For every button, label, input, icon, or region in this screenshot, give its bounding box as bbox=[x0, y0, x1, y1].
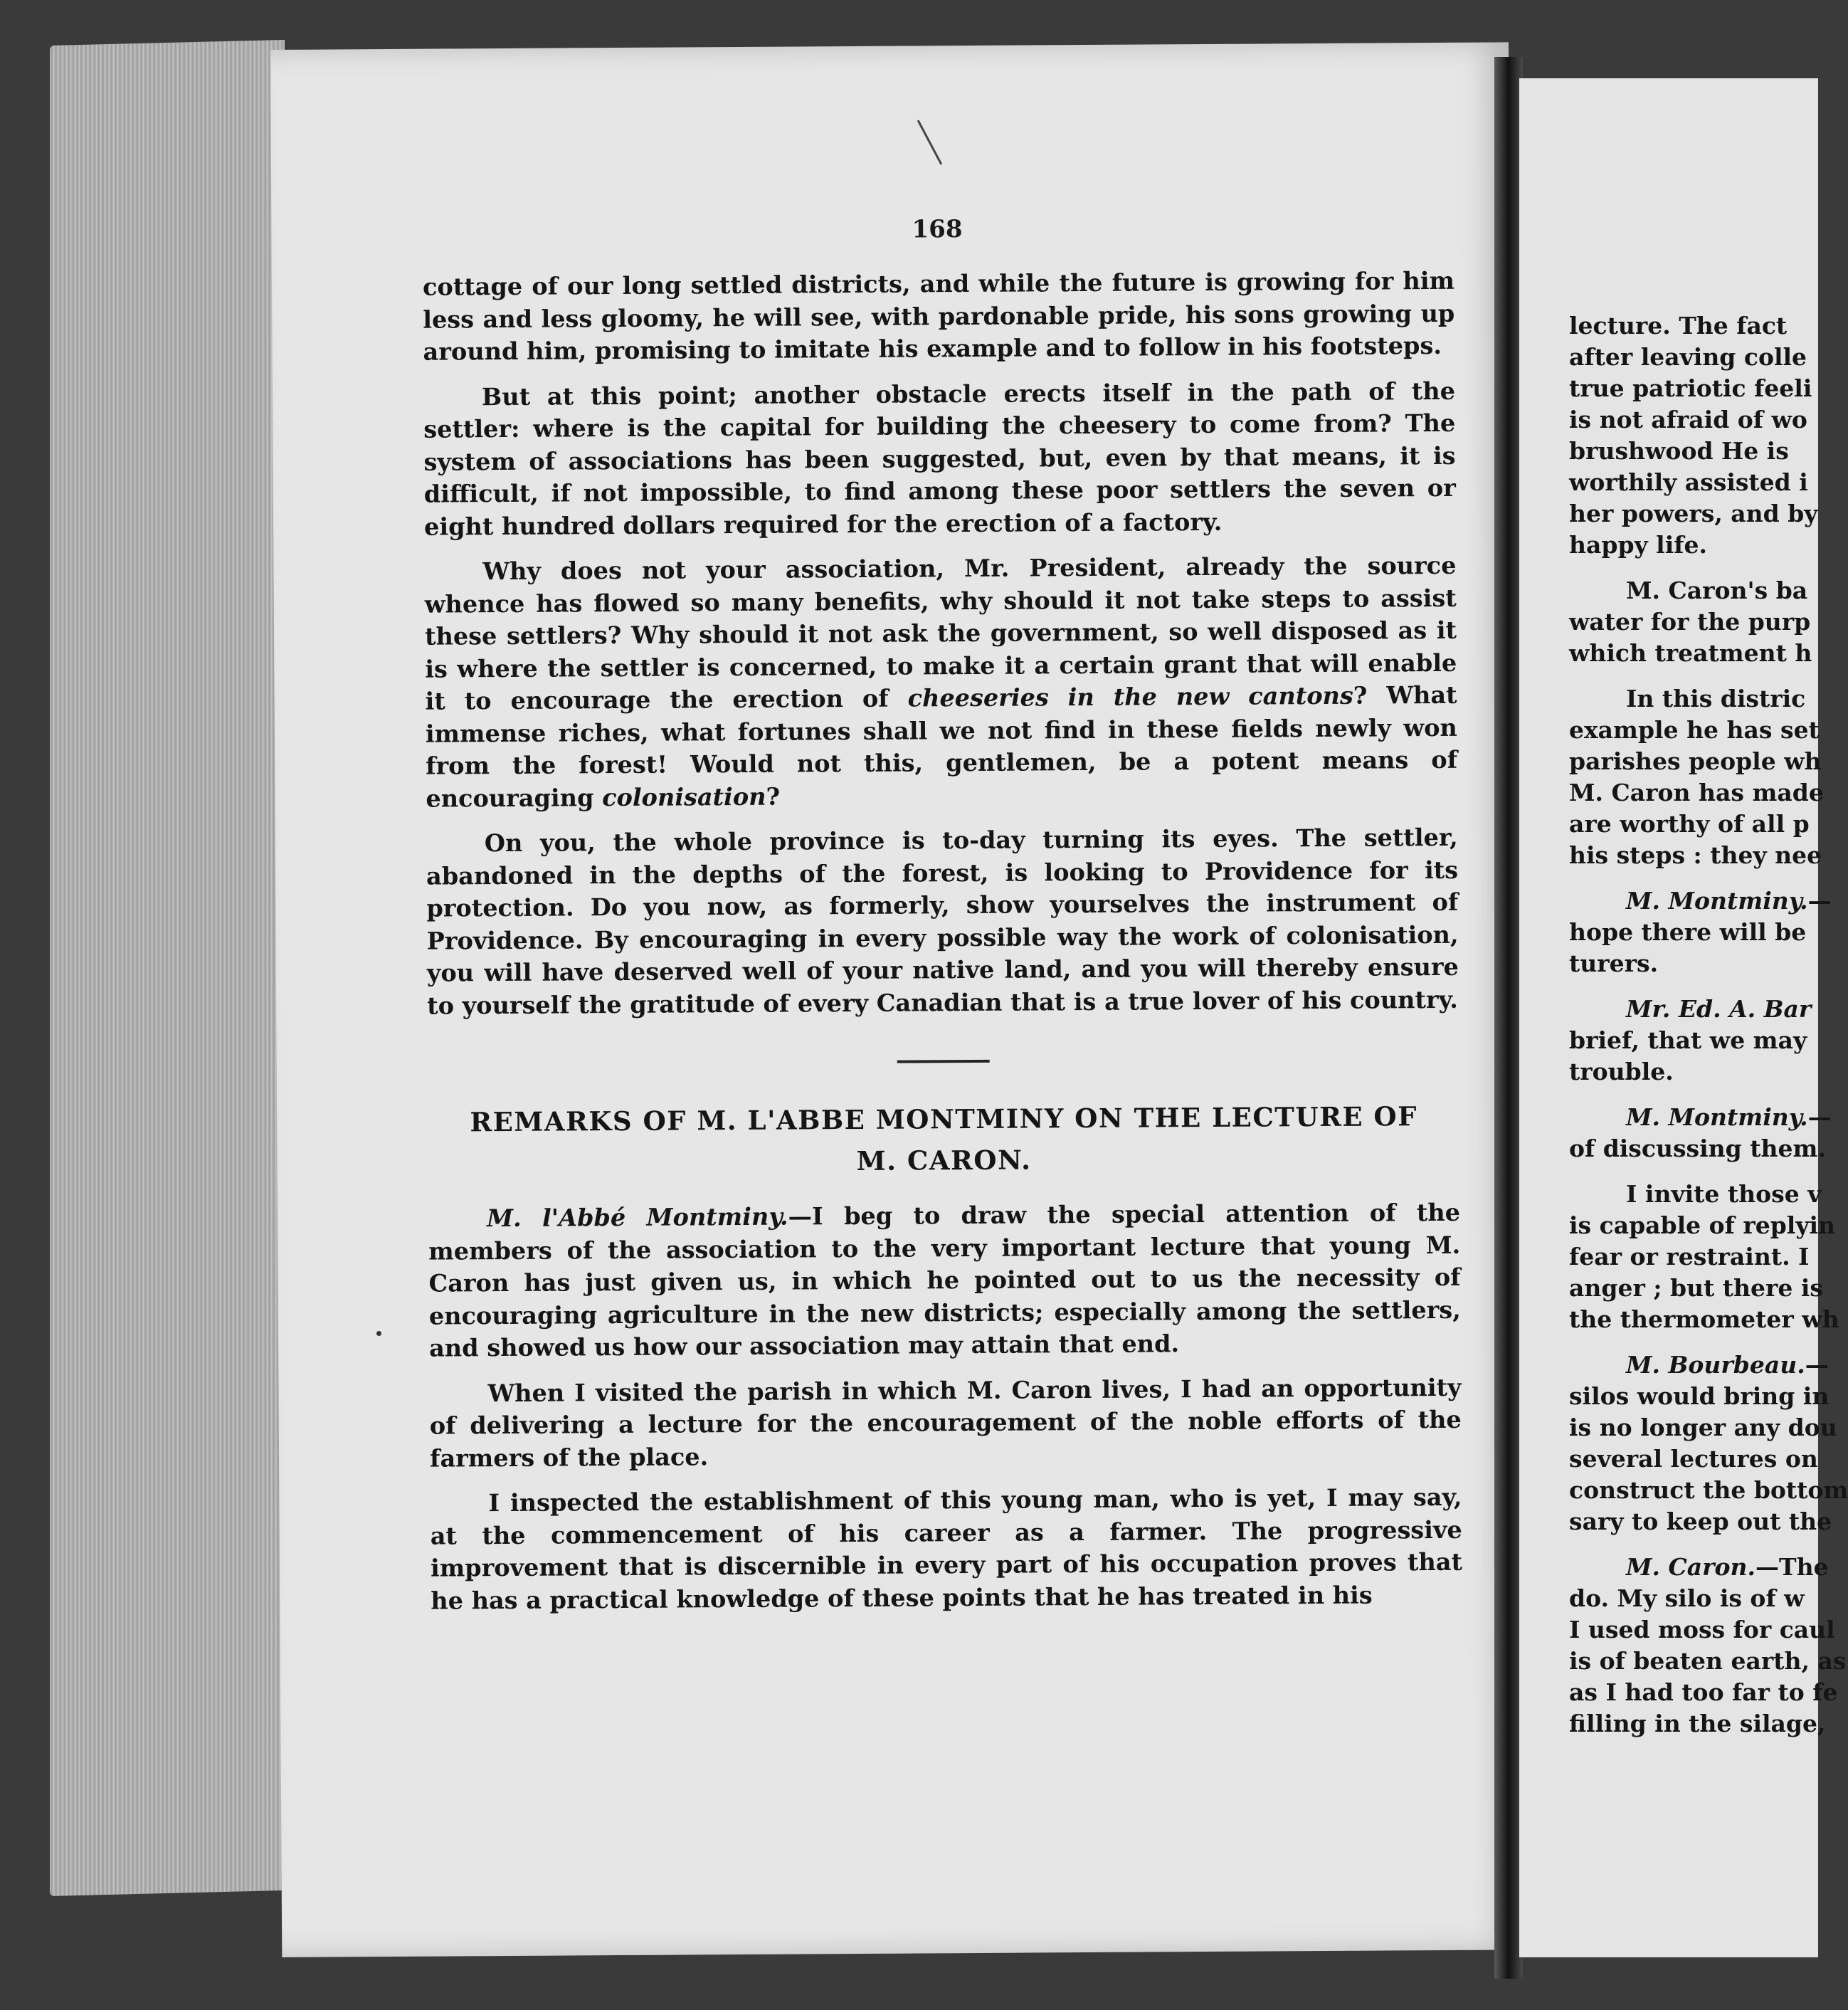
text-line bbox=[1569, 994, 1811, 1025]
paragraph: cottage of our long settled districts, and while the future is growing for him less and less gloomy, he will see, with pardonable pride, his sons growing up around him, promising to imitate his example and to follow in his footsteps. bbox=[422, 266, 1455, 366]
right-page bbox=[1519, 78, 1848, 1957]
line-text: — bbox=[1805, 1351, 1829, 1379]
line-text: brushwood He is bbox=[1569, 437, 1789, 465]
text-line bbox=[1569, 310, 1811, 342]
line-gap bbox=[1569, 871, 1811, 885]
line-text: — bbox=[1807, 887, 1832, 915]
speaker-name: M. Montminy. bbox=[1626, 887, 1808, 915]
line-gap bbox=[1569, 1164, 1811, 1179]
text-line bbox=[1569, 1646, 1847, 1677]
line-text: his steps : they nee bbox=[1569, 841, 1822, 869]
book-page-edges bbox=[50, 40, 285, 1896]
emphasis-text: cheeseries in the new cantons bbox=[907, 681, 1353, 712]
line-text: filling in the silage, bbox=[1569, 1710, 1826, 1737]
line-gap bbox=[1569, 1335, 1811, 1349]
text-line bbox=[1569, 1708, 1826, 1740]
line-text: fear or restraint. I bbox=[1569, 1243, 1810, 1270]
line-gap bbox=[1569, 561, 1811, 575]
text-line bbox=[1569, 436, 1811, 467]
text-line bbox=[1569, 1349, 1829, 1381]
text-line bbox=[1569, 1506, 1832, 1537]
text-line bbox=[1569, 1102, 1832, 1133]
paragraph: But at this point; another obstacle erects itself in the path of the settler: where is the capital for building the cheesery to come from? The system of associations has been suggested, but, even by that means, it is difficult, if not impossible, to find among these poor settlers the seven or eight hundred dollars required for the erection of a factory. bbox=[423, 377, 1456, 541]
text-line bbox=[1569, 1179, 1822, 1210]
text-line bbox=[1569, 1443, 1818, 1475]
line-gap bbox=[1569, 979, 1811, 994]
line-text: which treatment h bbox=[1569, 639, 1812, 667]
right-page-text bbox=[1569, 310, 1848, 1740]
speaker-name: M. Montminy. bbox=[1626, 1103, 1808, 1131]
line-text: is of beaten earth, as bbox=[1569, 1647, 1847, 1675]
line-text: happy life. bbox=[1569, 531, 1707, 559]
text-line bbox=[1569, 638, 1811, 669]
paragraph-text: Why does not your association, Mr. President, already the source whence has flowed so many benefits, why should it not take steps to assist these settlers? Why should it not ask the government, so well disposed as it is where the settler is concerned, to make it a certain grant that will enable it to encourage the erection of bbox=[424, 551, 1457, 715]
line-text: silos would bring in bbox=[1569, 1382, 1829, 1410]
text-line bbox=[1569, 1210, 1836, 1241]
paragraph-text: ? bbox=[766, 782, 781, 811]
text-line bbox=[1569, 948, 1811, 979]
line-text: M. Caron's ba bbox=[1626, 577, 1808, 604]
paragraph: I inspected the establishment of this young man, who is yet, I may say, at the commencement of his career as a farmer. The progressive improvement that is discernible in every part of his occupation proves that he has a practical knowledge of these points that he has treated in his bbox=[430, 1483, 1463, 1615]
speaker-name: Mr. Ed. A. Bar bbox=[1626, 995, 1812, 1023]
line-gap bbox=[1569, 1537, 1811, 1552]
line-text: In this distric bbox=[1626, 685, 1806, 712]
line-text: hope there will be bbox=[1569, 918, 1807, 946]
scan-mark bbox=[376, 1331, 381, 1336]
paragraph bbox=[424, 549, 1457, 815]
paragraph-text: ? What immense riches, what fortunes shall we not find in these fields newly won from the forest! Would not this, gentlemen, be a potent means of encouraging bbox=[425, 680, 1458, 813]
book-gutter bbox=[1494, 57, 1523, 1979]
paragraph: On you, the whole province is to-day turning its eyes. The settler, abandoned in the depths of the forest, is looking to Providence for its protection. Do you now, as formerly, show yourselves the instrument of Providence. By encouraging in every possible way the work of colonisation, you will have deserved well of your native land, and you will thereby ensure to yourself the gratitude of every Canadian that is a true lover of his country. bbox=[426, 823, 1459, 1020]
line-text: do. My silo is of w bbox=[1569, 1584, 1805, 1612]
text-line bbox=[1569, 746, 1822, 777]
line-text: several lectures on bbox=[1569, 1445, 1818, 1473]
section-divider bbox=[897, 1060, 990, 1063]
emphasis-text: colonisation bbox=[602, 782, 766, 811]
line-text: I used moss for caul bbox=[1569, 1616, 1835, 1643]
line-text: are worthy of all p bbox=[1569, 810, 1810, 838]
text-line bbox=[1569, 498, 1818, 530]
line-text: is capable of replyin bbox=[1569, 1211, 1836, 1239]
text-line bbox=[1569, 1614, 1835, 1646]
line-text: example he has set bbox=[1569, 716, 1820, 744]
section-heading-line: M. CARON. bbox=[856, 1144, 1032, 1177]
text-line bbox=[1569, 1273, 1824, 1304]
line-text: her powers, and by bbox=[1569, 500, 1818, 527]
text-line bbox=[1569, 1025, 1811, 1056]
text-line bbox=[1569, 606, 1811, 638]
line-text: I invite those v bbox=[1626, 1180, 1822, 1208]
text-line bbox=[1569, 917, 1811, 948]
text-line bbox=[1569, 467, 1811, 498]
left-page-text bbox=[423, 265, 1463, 1630]
line-text: trouble. bbox=[1569, 1058, 1674, 1085]
line-text: after leaving colle bbox=[1569, 343, 1807, 371]
line-text: construct the bottom bbox=[1569, 1476, 1848, 1504]
text-line bbox=[1569, 1133, 1826, 1164]
line-text: the thermometer wh bbox=[1569, 1305, 1839, 1333]
line-text: is no longer any dou bbox=[1569, 1414, 1837, 1441]
line-gap bbox=[1569, 1088, 1811, 1102]
text-line bbox=[1569, 1241, 1811, 1273]
line-text: as I had too far to fe bbox=[1569, 1678, 1838, 1706]
line-text: — bbox=[1807, 1103, 1832, 1131]
paragraph-text: —I beg to draw the special attention of the members of the association to the very important lecture that young M. Caron has just given us, in which he pointed out to us the necessity of encouraging agriculture in the new districts; especially among the settlers, and showed us how our association may attain that end. bbox=[428, 1198, 1461, 1362]
section-heading bbox=[428, 1095, 1460, 1184]
speaker-name: M. Caron. bbox=[1626, 1553, 1756, 1581]
text-line bbox=[1569, 1583, 1811, 1614]
text-line bbox=[1569, 1056, 1811, 1088]
text-line bbox=[1569, 1552, 1829, 1583]
text-line bbox=[1569, 715, 1820, 746]
text-line bbox=[1569, 840, 1822, 871]
line-text: true patriotic feeli bbox=[1569, 374, 1812, 402]
line-text: M. Caron has made bbox=[1569, 779, 1824, 806]
line-text: parishes people wh bbox=[1569, 747, 1822, 775]
line-text: brief, that we may bbox=[1569, 1026, 1807, 1054]
remarks-paragraph bbox=[428, 1196, 1461, 1364]
line-text: sary to keep out the bbox=[1569, 1508, 1832, 1535]
text-line bbox=[1569, 885, 1832, 917]
text-line bbox=[1569, 777, 1824, 809]
text-line bbox=[1569, 1475, 1848, 1506]
line-text: worthily assisted i bbox=[1569, 468, 1808, 496]
text-line bbox=[1569, 404, 1811, 436]
left-page bbox=[270, 42, 1520, 1957]
text-line bbox=[1569, 1677, 1838, 1708]
page-number: 168 bbox=[912, 215, 963, 244]
text-line bbox=[1569, 683, 1811, 715]
text-line bbox=[1569, 530, 1811, 561]
line-text: anger ; but there is bbox=[1569, 1274, 1824, 1302]
speaker-name: M. l'Abbé Montminy. bbox=[486, 1202, 788, 1233]
section-heading-line: REMARKS OF M. L'ABBE MONTMINY ON THE LECTURE OF bbox=[470, 1100, 1418, 1138]
text-line bbox=[1569, 1304, 1839, 1335]
text-line bbox=[1569, 809, 1811, 840]
paragraph: When I visited the parish in which M. Caron lives, I had an opportunity of delivering a lecture for the encouragement of the noble efforts of the farmers of the place. bbox=[429, 1373, 1462, 1473]
text-line bbox=[1569, 1412, 1837, 1443]
line-text: water for the purp bbox=[1569, 608, 1811, 636]
text-line bbox=[1569, 1381, 1829, 1412]
text-line bbox=[1569, 342, 1811, 373]
line-text: —The bbox=[1755, 1553, 1829, 1581]
line-text: turers. bbox=[1569, 949, 1659, 977]
line-text: lecture. The fact bbox=[1569, 312, 1788, 340]
line-text: is not afraid of wo bbox=[1569, 406, 1807, 433]
speaker-name: M. Bourbeau. bbox=[1626, 1351, 1805, 1379]
line-gap bbox=[1569, 669, 1811, 683]
line-text: of discussing them. bbox=[1569, 1135, 1826, 1162]
text-line bbox=[1569, 373, 1811, 404]
text-line bbox=[1569, 575, 1811, 606]
